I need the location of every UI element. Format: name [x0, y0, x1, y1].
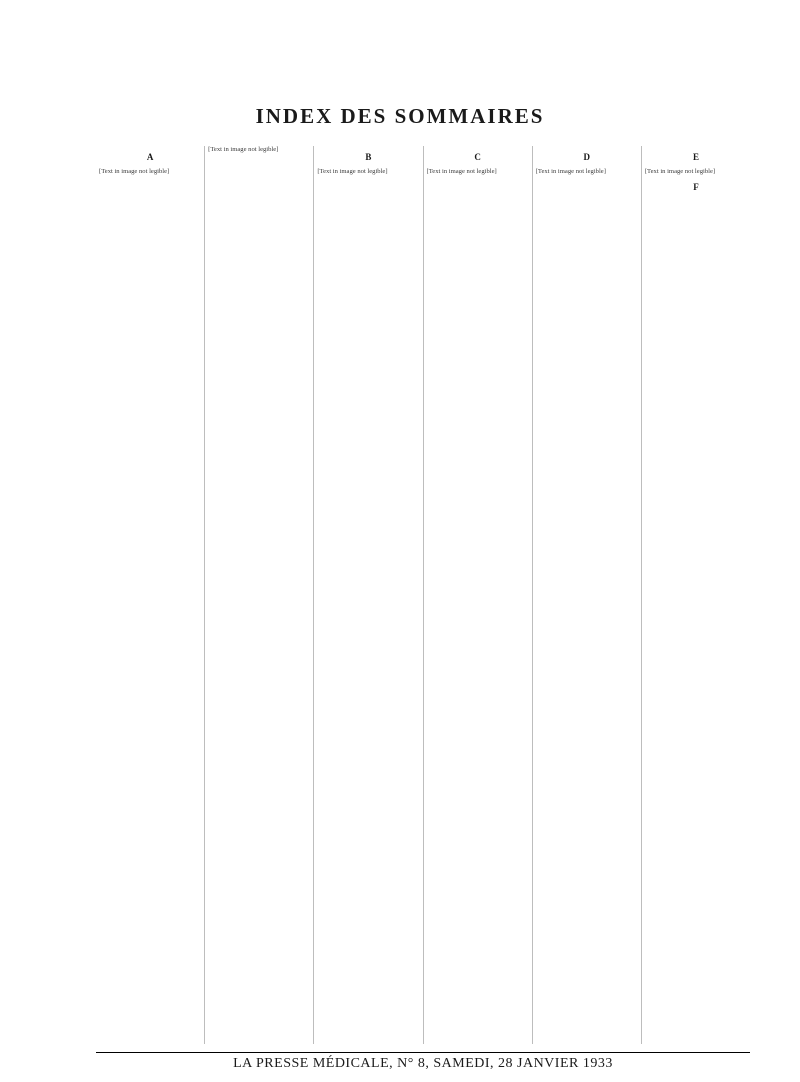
page-footer: LA PRESSE MÉDICALE, N° 8, SAMEDI, 28 JANVIER 1933 — [233, 1056, 613, 1071]
illegible-text: [Text in image not legible] — [99, 168, 170, 175]
index-column — [96, 146, 204, 1044]
illegible-text: [Text in image not legible] — [317, 168, 388, 175]
column-text — [208, 146, 310, 154]
column-text — [536, 168, 638, 176]
section-letter-c: C — [474, 152, 481, 162]
index-column — [313, 146, 422, 1044]
column-text — [99, 168, 201, 176]
index-columns — [96, 146, 750, 1044]
index-column — [423, 146, 532, 1044]
section-letter-f: F — [693, 182, 699, 192]
column-text — [427, 168, 529, 176]
index-column — [641, 146, 750, 1044]
section-letter-d: D — [583, 152, 591, 162]
section-letter-b: B — [365, 152, 372, 162]
column-text — [645, 168, 747, 176]
page-title: INDEX DES SOMMAIRES — [255, 104, 545, 128]
illegible-text: [Text in image not legible] — [426, 168, 497, 175]
column-text — [317, 168, 419, 176]
index-column — [204, 146, 313, 1044]
illegible-text: [Text in image not legible] — [644, 168, 716, 175]
section-letter-e: E — [692, 152, 699, 162]
section-letter-a: A — [146, 152, 154, 162]
footer-rule — [96, 1052, 750, 1053]
illegible-text: [Text in image not legible] — [535, 168, 606, 175]
illegible-text: [Text in image not legible] — [208, 146, 279, 153]
index-column — [532, 146, 641, 1044]
